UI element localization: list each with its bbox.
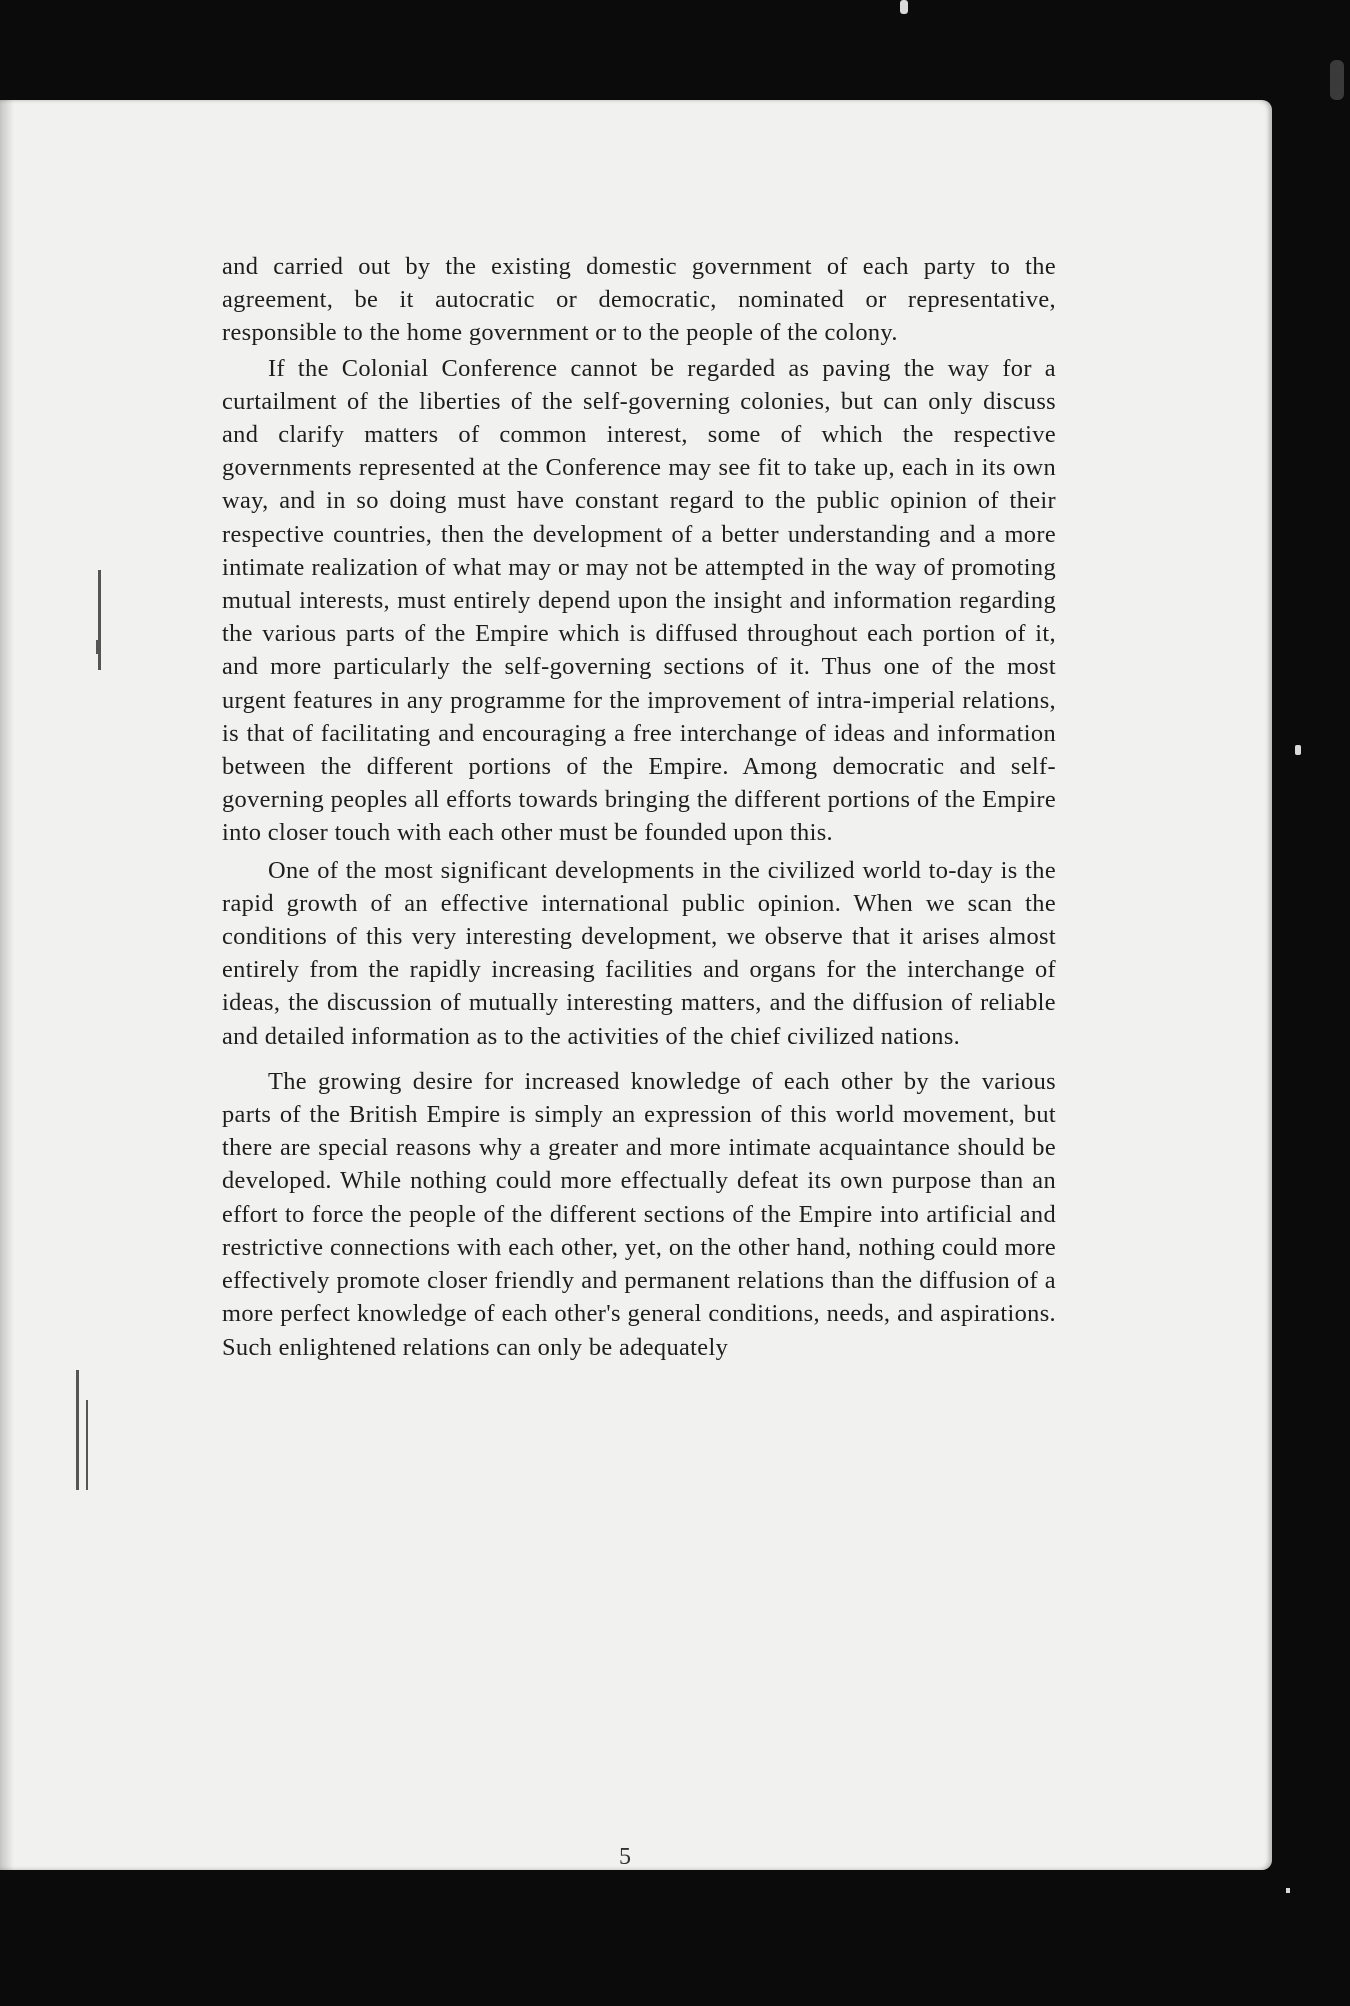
scan-speck-4 bbox=[1330, 60, 1344, 100]
scan-speck-3 bbox=[1286, 1888, 1290, 1893]
page-number: 5 bbox=[619, 1844, 631, 1870]
scanned-page bbox=[0, 100, 1272, 1870]
body-text bbox=[222, 250, 1056, 1364]
paragraph-3: One of the most significant developments in the civilized world to-day is the rapid growth of an effective international public opinion. When we scan the conditions of this very interesting development, we observe that it arises almost entirely from the rapidly increasing facilities and organs for the interchange of ideas, the discussion of mutually interesting matters, and the diffusion of reliable and detailed information as to the activities of the chief civilized nations. bbox=[222, 856, 1056, 1050]
paragraph-2: If the Colonial Conference cannot be regarded as paving the way for a curtailment of the liberties of the self-governing colonies, but can only discuss and clarify matters of common interest, some of which the respective governments represented at the Conference may see fit to take up, each in its own way, and in so doing must have constant regard to the public opinion of their respective countries, then the development of a better understanding and a more intimate realization of what may or may not be attempted in the way of promoting mutual interests, must entirely depend upon the insight and information regarding the various parts of the Empire which is diffused throughout each portion of it, and more particularly the self-governing sections of it. Thus one of the most urgent features in any programme for the improvement of intra-imperial relations, is that of facilitating and encouraging a free interchange of ideas and information between the different portions of the Empire. Among democratic and self-governing peoples all efforts towards bringing the different portions of the Empire into closer touch with each other must be founded upon this. bbox=[222, 354, 1056, 847]
scan-mark-2 bbox=[96, 640, 100, 654]
paragraph-1: and carried out by the existing domestic government of each party to the agreement, be it autocratic or democratic, nominated or representative, responsible to the home government or to the people of the colony. bbox=[222, 253, 1056, 347]
scan-mark-4 bbox=[86, 1400, 88, 1490]
scan-mark-3 bbox=[76, 1370, 79, 1490]
scan-speck-1 bbox=[900, 0, 908, 14]
scan-mark-1 bbox=[98, 570, 101, 670]
scan-speck-2 bbox=[1295, 745, 1301, 755]
paragraph-4: The growing desire for increased knowledge of each other by the various parts of the British Empire is simply an expression of this world movement, but there are special reasons why a greater and more intimate acquaintance should be developed. While nothing could more effectually defeat its own purpose than an effort to force the people of the different sections of the Empire into artificial and restrictive connections with each other, yet, on the other hand, nothing could more effectively promote closer friendly and permanent relations than the diffusion of a more perfect knowledge of each other's general conditions, needs, and aspirations. Such enlightened relations can only be adequately bbox=[222, 1067, 1056, 1361]
